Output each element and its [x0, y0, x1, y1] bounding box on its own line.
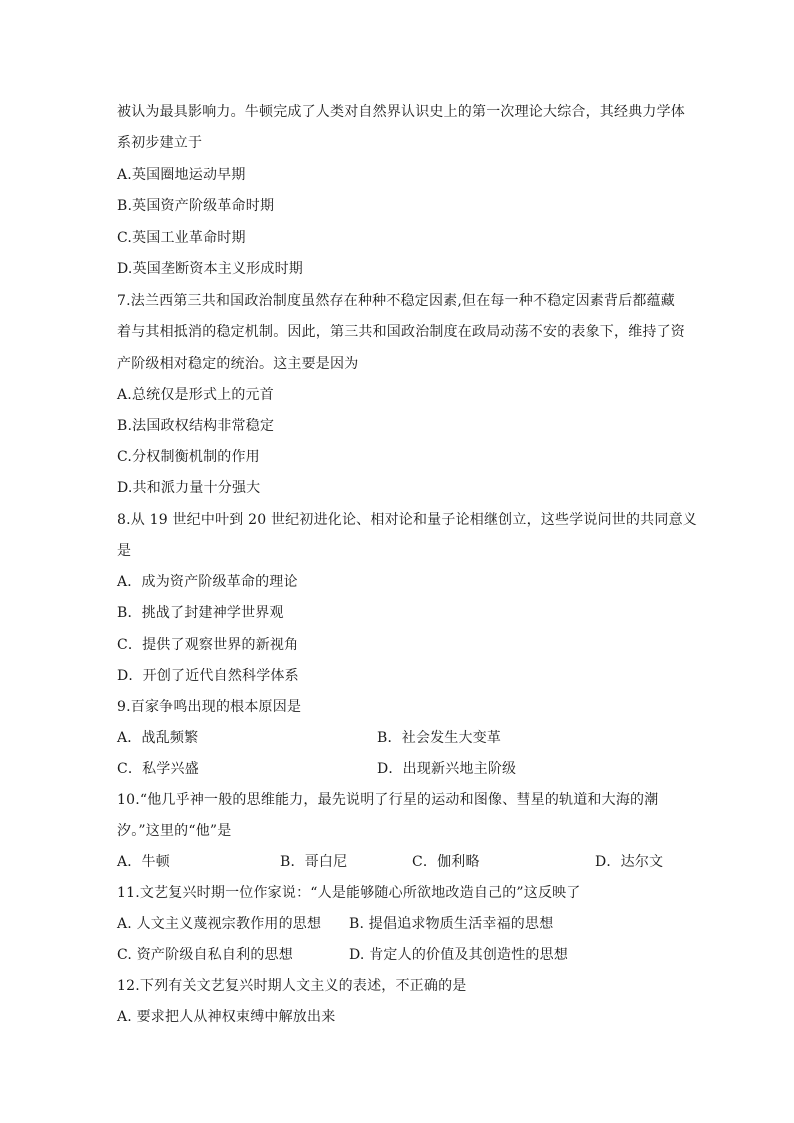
q10-options-row: [117, 851, 677, 873]
q10-stem-line-2: 汐。”这里的“他”是: [117, 823, 232, 839]
q10-option-a: A．牛顿: [117, 854, 170, 870]
q7-option-a: A.总统仅是形式上的元首: [117, 387, 274, 403]
q11-stem-line-1: 11.文艺复兴时期一位作家说：“人是能够随心所欲地改造自己的”这反映了: [117, 885, 581, 901]
q11-option-b: B. 提倡追求物质生活幸福的思想: [349, 916, 554, 932]
q11-options-row-2: [117, 944, 677, 966]
q11-option-c: C. 资产阶级自私自利的思想: [117, 947, 293, 963]
q9-option-b: B．社会发生大变革: [377, 730, 502, 746]
q10-stem-line-1: 10.“他几乎神一般的思维能力，最先说明了行星的运动和图像、彗星的轨道和大海的潮: [117, 792, 659, 808]
q8-stem-line-2: 是: [117, 543, 132, 559]
q8-stem-line-1: 8.从 19 世纪中叶到 20 世纪初进化论、相对论和量子论相继创立，这些学说问世的共同意义: [117, 512, 697, 528]
q6-option-a: A.英国圈地运动早期: [117, 167, 246, 183]
q10-option-d: D．达尔文: [595, 854, 664, 870]
q12-stem-line-1: 12.下列有关文艺复兴时期人文主义的表述，不正确的是: [117, 978, 467, 994]
q7-stem-line-3: 产阶级相对稳定的统治。这主要是因为: [117, 356, 359, 372]
q12-option-a: A. 要求把人从神权束缚中解放出来: [117, 1009, 336, 1025]
q6-stem-line-1: 被认为最具影响力。牛顿完成了人类对自然界认识史上的第一次理论大综合，其经典力学体: [117, 104, 685, 120]
q11-option-d: D. 肯定人的价值及其创造性的思想: [349, 947, 569, 963]
q9-option-c: C．私学兴盛: [117, 761, 199, 777]
q11-option-a: A. 人文主义蔑视宗教作用的思想: [117, 916, 322, 932]
q6-stem-line-2: 系初步建立于: [117, 135, 203, 151]
q7-option-c: C.分权制衡机制的作用: [117, 449, 260, 465]
q9-options-row-1: [117, 727, 677, 749]
q9-stem-line-1: 9.百家争鸣出现的根本原因是: [117, 699, 302, 715]
q9-options-row-2: [117, 758, 677, 780]
q8-option-d: D．开创了近代自然科学体系: [117, 668, 299, 684]
q7-stem-line-2: 着与其相抵消的稳定机制。因此，第三共和国政治制度在政局动荡不安的表象下，维持了资: [117, 324, 685, 340]
q7-stem-line-1: 7.法兰西第三共和国政治制度虽然存在种种不稳定因素,但在每一种不稳定因素背后都蕴藏: [117, 293, 676, 309]
q8-option-a: A．成为资产阶级革命的理论: [117, 574, 298, 590]
q8-option-c: C．提供了观察世界的新视角: [117, 637, 299, 653]
q10-option-b: B．哥白尼: [280, 854, 348, 870]
q8-option-b: B．挑战了封建神学世界观: [117, 605, 284, 621]
q10-option-c: C．伽利略: [412, 854, 480, 870]
q11-options-row-1: [117, 913, 677, 935]
q9-option-a: A．战乱频繁: [117, 730, 199, 746]
q6-option-b: B.英国资产阶级革命时期: [117, 198, 275, 214]
q7-option-d: D.共和派力量十分强大: [117, 480, 261, 496]
q9-option-d: D．出现新兴地主阶级: [377, 761, 517, 777]
q6-option-d: D.英国垄断资本主义形成时期: [117, 261, 303, 277]
q6-option-c: C.英国工业革命时期: [117, 230, 246, 246]
q7-option-b: B.法国政权结构非常稳定: [117, 418, 275, 434]
